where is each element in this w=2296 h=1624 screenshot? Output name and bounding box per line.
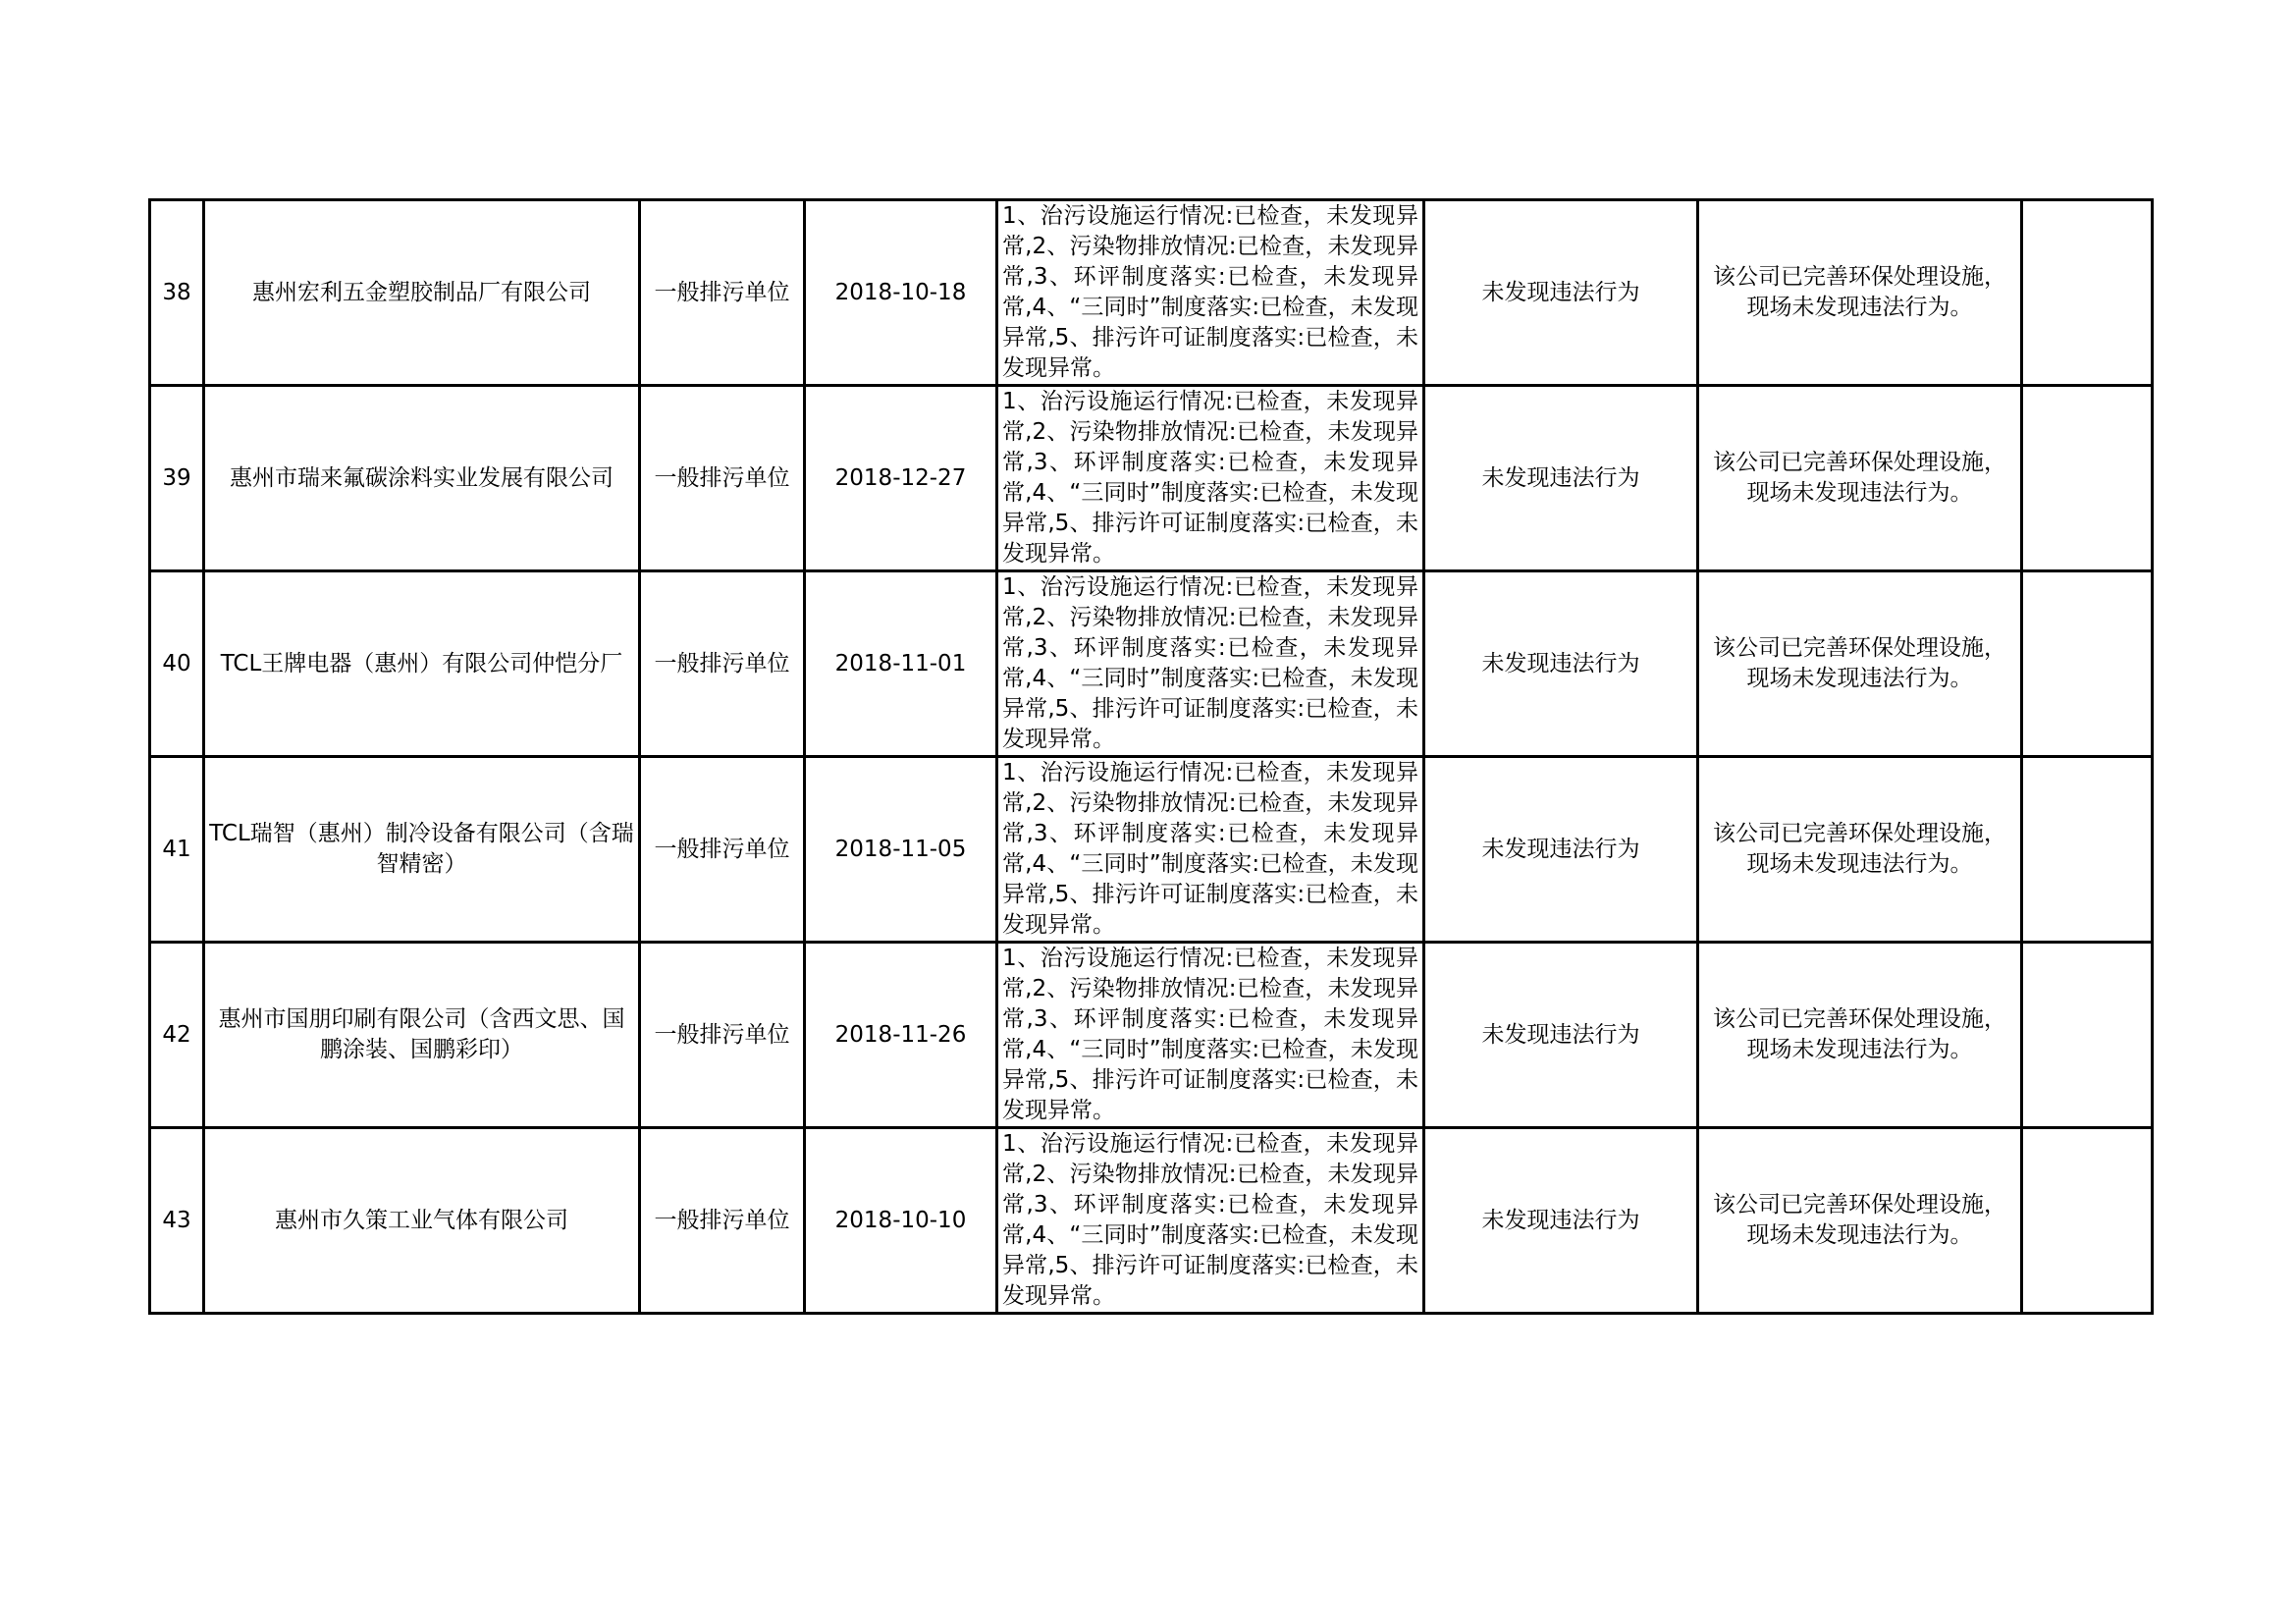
inspection-items-cell: 1、治污设施运行情况:已检查，未发现异常,2、污染物排放情况:已检查，未发现异常,3、环评制度落实:已检查，未发现异常,4、“三同时”制度落实:已检查，未发现异常,5、排污许可证制度落实:已检查，未发现异常。 bbox=[997, 943, 1424, 1128]
empty-cell bbox=[2022, 943, 2153, 1128]
inspection-result-cell: 未发现违法行为 bbox=[1424, 757, 1698, 943]
seq-cell: 40 bbox=[150, 571, 204, 757]
company-name-cell: TCL瑞智（惠州）制冷设备有限公司（含瑞智精密） bbox=[204, 757, 640, 943]
seq-cell: 43 bbox=[150, 1128, 204, 1314]
empty-cell bbox=[2022, 200, 2153, 386]
inspection-date-cell: 2018-11-05 bbox=[805, 757, 997, 943]
inspection-items-cell: 1、治污设施运行情况:已检查，未发现异常,2、污染物排放情况:已检查，未发现异常,3、环评制度落实:已检查，未发现异常,4、“三同时”制度落实:已检查，未发现异常,5、排污许可证制度落实:已检查，未发现异常。 bbox=[997, 1128, 1424, 1314]
inspection-items-cell: 1、治污设施运行情况:已检查，未发现异常,2、污染物排放情况:已检查，未发现异常,3、环评制度落实:已检查，未发现异常,4、“三同时”制度落实:已检查，未发现异常,5、排污许可证制度落实:已检查，未发现异常。 bbox=[997, 571, 1424, 757]
empty-cell bbox=[2022, 1128, 2153, 1314]
empty-cell bbox=[2022, 757, 2153, 943]
empty-cell bbox=[2022, 571, 2153, 757]
inspection-items-cell: 1、治污设施运行情况:已检查，未发现异常,2、污染物排放情况:已检查，未发现异常,3、环评制度落实:已检查，未发现异常,4、“三同时”制度落实:已检查，未发现异常,5、排污许可证制度落实:已检查，未发现异常。 bbox=[997, 200, 1424, 386]
remark-cell: 该公司已完善环保处理设施，现场未发现违法行为。 bbox=[1698, 943, 2022, 1128]
seq-cell: 41 bbox=[150, 757, 204, 943]
inspection-result-cell: 未发现违法行为 bbox=[1424, 1128, 1698, 1314]
table-row bbox=[150, 571, 2153, 757]
inspection-result-cell: 未发现违法行为 bbox=[1424, 386, 1698, 571]
unit-type-cell: 一般排污单位 bbox=[640, 571, 805, 757]
company-name-cell: 惠州市国朋印刷有限公司（含西文思、国鹏涂装、国鹏彩印） bbox=[204, 943, 640, 1128]
inspection-date-cell: 2018-11-26 bbox=[805, 943, 997, 1128]
remark-cell: 该公司已完善环保处理设施，现场未发现违法行为。 bbox=[1698, 757, 2022, 943]
table-row bbox=[150, 1128, 2153, 1314]
remark-cell: 该公司已完善环保处理设施，现场未发现违法行为。 bbox=[1698, 386, 2022, 571]
inspection-records-table bbox=[148, 198, 2154, 1315]
remark-cell: 该公司已完善环保处理设施，现场未发现违法行为。 bbox=[1698, 200, 2022, 386]
unit-type-cell: 一般排污单位 bbox=[640, 757, 805, 943]
table-row bbox=[150, 943, 2153, 1128]
table-row bbox=[150, 200, 2153, 386]
company-name-cell: 惠州宏利五金塑胶制品厂有限公司 bbox=[204, 200, 640, 386]
table-row bbox=[150, 757, 2153, 943]
seq-cell: 42 bbox=[150, 943, 204, 1128]
company-name-cell: 惠州市久策工业气体有限公司 bbox=[204, 1128, 640, 1314]
unit-type-cell: 一般排污单位 bbox=[640, 943, 805, 1128]
inspection-items-cell: 1、治污设施运行情况:已检查，未发现异常,2、污染物排放情况:已检查，未发现异常,3、环评制度落实:已检查，未发现异常,4、“三同时”制度落实:已检查，未发现异常,5、排污许可证制度落实:已检查，未发现异常。 bbox=[997, 757, 1424, 943]
inspection-result-cell: 未发现违法行为 bbox=[1424, 571, 1698, 757]
inspection-date-cell: 2018-12-27 bbox=[805, 386, 997, 571]
inspection-result-cell: 未发现违法行为 bbox=[1424, 200, 1698, 386]
seq-cell: 39 bbox=[150, 386, 204, 571]
seq-cell: 38 bbox=[150, 200, 204, 386]
unit-type-cell: 一般排污单位 bbox=[640, 200, 805, 386]
unit-type-cell: 一般排污单位 bbox=[640, 1128, 805, 1314]
inspection-date-cell: 2018-10-10 bbox=[805, 1128, 997, 1314]
company-name-cell: 惠州市瑞来氟碳涂料实业发展有限公司 bbox=[204, 386, 640, 571]
remark-cell: 该公司已完善环保处理设施，现场未发现违法行为。 bbox=[1698, 571, 2022, 757]
remark-cell: 该公司已完善环保处理设施，现场未发现违法行为。 bbox=[1698, 1128, 2022, 1314]
inspection-items-cell: 1、治污设施运行情况:已检查，未发现异常,2、污染物排放情况:已检查，未发现异常,3、环评制度落实:已检查，未发现异常,4、“三同时”制度落实:已检查，未发现异常,5、排污许可证制度落实:已检查，未发现异常。 bbox=[997, 386, 1424, 571]
table-row bbox=[150, 386, 2153, 571]
company-name-cell: TCL王牌电器（惠州）有限公司仲恺分厂 bbox=[204, 571, 640, 757]
empty-cell bbox=[2022, 386, 2153, 571]
unit-type-cell: 一般排污单位 bbox=[640, 386, 805, 571]
inspection-date-cell: 2018-11-01 bbox=[805, 571, 997, 757]
inspection-date-cell: 2018-10-18 bbox=[805, 200, 997, 386]
inspection-result-cell: 未发现违法行为 bbox=[1424, 943, 1698, 1128]
